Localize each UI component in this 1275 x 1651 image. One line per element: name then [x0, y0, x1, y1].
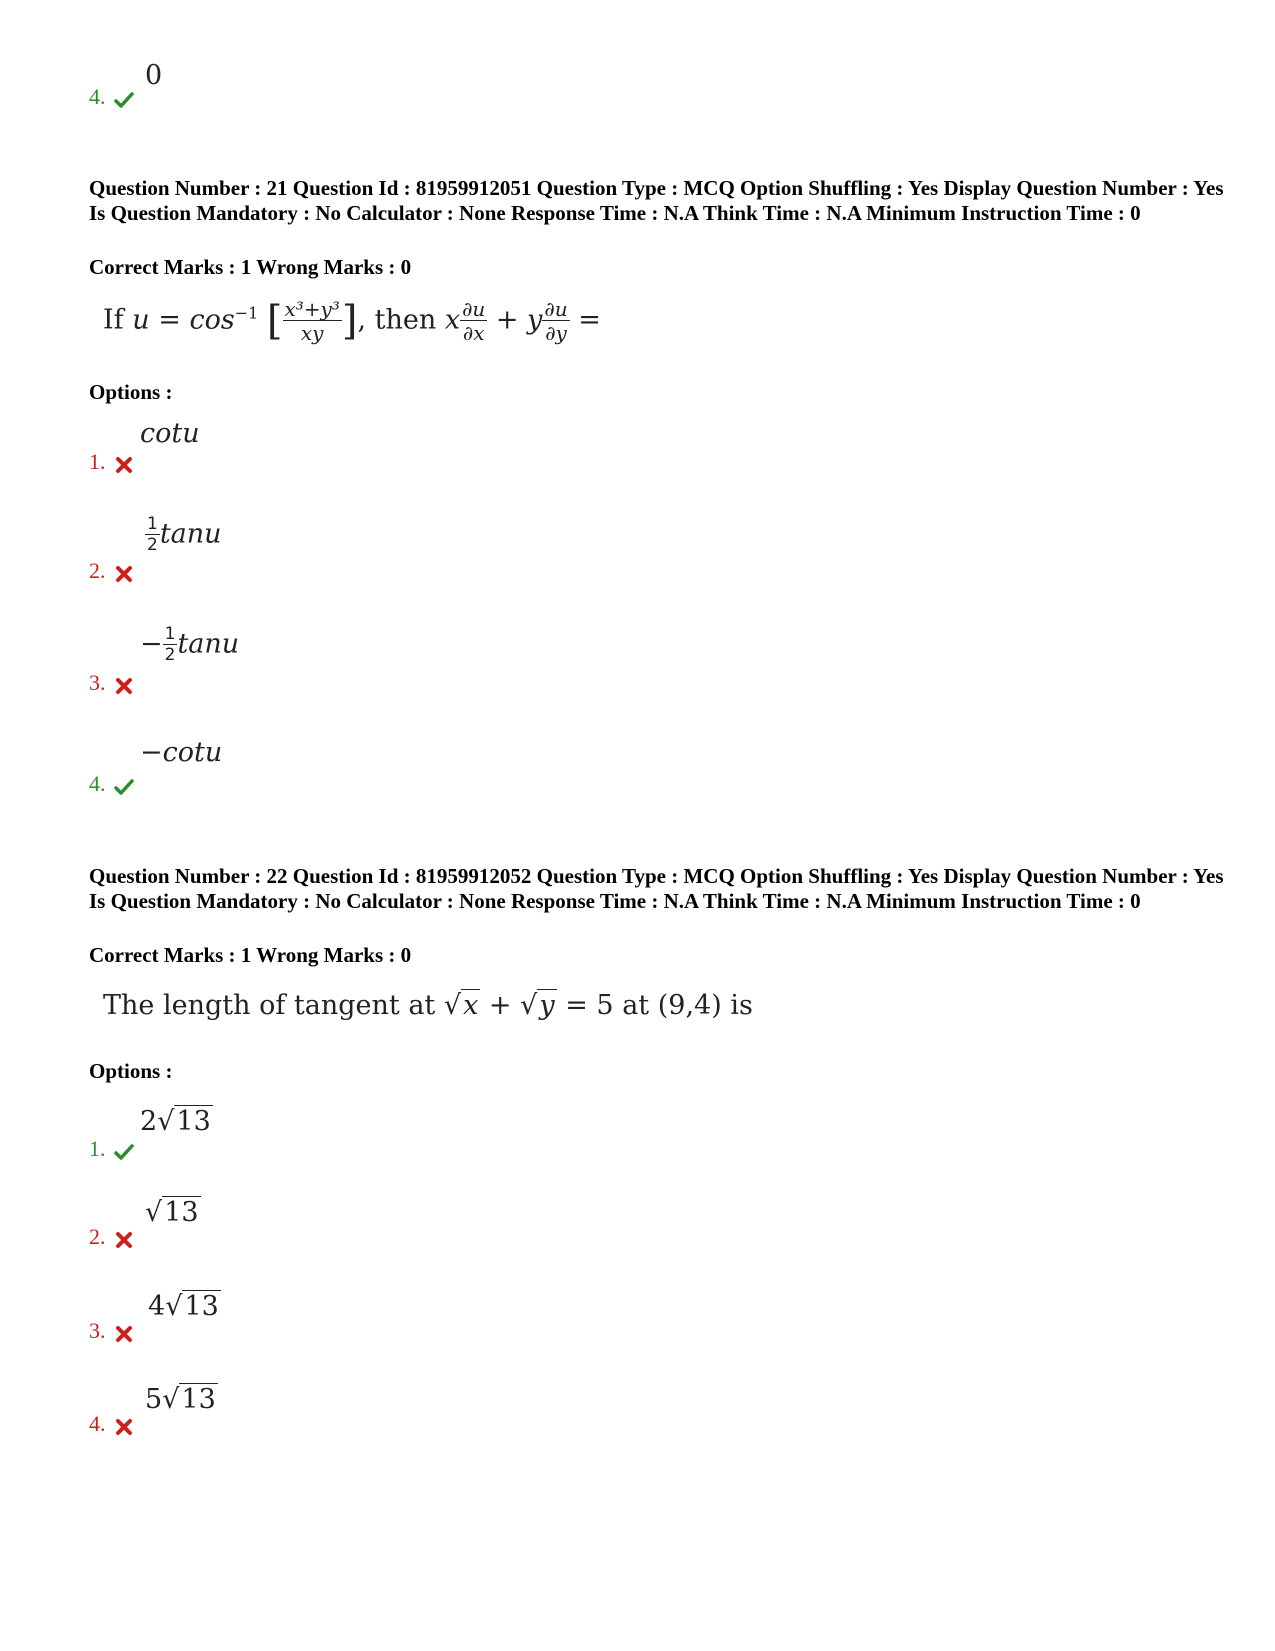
q21-then: then [374, 304, 437, 336]
q21-option-4-text: −cotu [140, 737, 223, 768]
check-icon [114, 90, 134, 110]
sqrt-symbol: √13 [165, 1291, 219, 1322]
sqrt-y: √y [520, 990, 555, 1021]
prev-option-4-text: 0 [145, 60, 163, 91]
option-number: 2. [89, 558, 106, 583]
q21-plus: + [495, 304, 519, 336]
q21-option-2 [89, 558, 134, 584]
q21-u: u [132, 304, 150, 336]
q21-meta: Question Number : 21 Question Id : 81959912051 Question Type : MCQ Option Shuffling : Yes Display Question Number : Yes Is Question Mandatory : No Calculator : None Response Time : N.A Think Time : N.A Minimum Instruction Time : 0 [89, 176, 1224, 225]
cross-icon [114, 455, 134, 475]
half-fraction: $\frac{1}{2}$ [164, 624, 176, 665]
q21-y: y [527, 304, 543, 336]
q22-option-2-text [145, 1197, 201, 1228]
q21-if: If [103, 304, 124, 336]
option-number: 4. [89, 84, 106, 109]
q21-frac: $\frac{\text{x³+y³}}{xy}$ [284, 297, 340, 345]
cross-icon [114, 564, 134, 584]
q21-bracket-open: [ [266, 298, 283, 344]
option-number: 2. [89, 1224, 106, 1249]
sqrt-symbol: √13 [145, 1197, 199, 1228]
q21-option-4 [89, 771, 134, 797]
sqrt-symbol: √13 [157, 1106, 211, 1137]
q21-dudx: $\frac{\partial u}{\partial x}$ [462, 297, 486, 345]
q21-option-2-text: $\frac{1}{2}$ tanu [147, 514, 222, 555]
option-number: 4. [89, 1411, 106, 1436]
q22-option-4-text: 5√13 [145, 1384, 216, 1415]
q22-rhs: = 5 [565, 990, 614, 1021]
q22-option-2 [89, 1224, 134, 1250]
option-number: 3. [89, 670, 106, 695]
option-number: 3. [89, 1318, 106, 1343]
q21-eq: = [158, 304, 181, 336]
q22-question [103, 990, 753, 1021]
q21-dudy: $\frac{\partial u}{\partial y}$ [544, 297, 568, 345]
q22-plus: + [488, 990, 512, 1021]
q21-marks: Correct Marks : 1 Wrong Marks : 0 [89, 255, 412, 279]
sqrt-x: √x [443, 990, 479, 1021]
q22-post: at (9,4) is [622, 990, 753, 1021]
option-number: 1. [89, 449, 106, 474]
q21-options-label: Options : [89, 380, 173, 404]
q22-option-4 [89, 1411, 134, 1437]
q22-option-1-text: 2√13 [140, 1106, 211, 1137]
half-fraction: $\frac{1}{2}$ [147, 514, 158, 555]
q21-option-3 [89, 670, 134, 696]
q21-option-1 [89, 449, 134, 475]
q21-option-3-text: − $\frac{1}{2}$ tanu [140, 624, 240, 665]
prev-option-4 [89, 84, 134, 110]
check-icon [114, 777, 134, 797]
q21-cos: cos [189, 304, 235, 336]
q21-x: x [444, 304, 461, 336]
cross-icon [114, 1417, 134, 1437]
q22-option-3-text: 4√13 [148, 1291, 219, 1322]
q22-meta: Question Number : 22 Question Id : 81959912052 Question Type : MCQ Option Shuffling : Yes Display Question Number : Yes Is Question Mandatory : No Calculator : None Response Time : N.A Think Time : N.A Minimum Instruction Time : 0 [89, 864, 1224, 913]
q22-pre: The length of tangent at [103, 990, 436, 1021]
q22-options-label: Options : [89, 1059, 173, 1083]
check-icon [114, 1142, 134, 1162]
q21-bracket-close: ] [341, 298, 358, 344]
q21-option-1-text: cotu [140, 418, 200, 449]
q21-equals: = [578, 304, 601, 336]
cross-icon [114, 676, 134, 696]
q21-question: If $u = \cos^{-1}$ [ $\frac{\text{x³+y³}}{xy}$ ], then x $\frac{\partial u}{\partial x}$ + y $\frac{\partial u}{\partial y}$ = [103, 297, 601, 345]
sqrt-symbol: √13 [162, 1384, 216, 1415]
q21-sup: −1 [234, 303, 259, 323]
q22-option-3 [89, 1318, 134, 1344]
cross-icon [114, 1230, 134, 1250]
cross-icon [114, 1324, 134, 1344]
option-number: 4. [89, 771, 106, 796]
q22-marks: Correct Marks : 1 Wrong Marks : 0 [89, 943, 412, 967]
q22-option-1 [89, 1136, 134, 1162]
option-number: 1. [89, 1136, 106, 1161]
